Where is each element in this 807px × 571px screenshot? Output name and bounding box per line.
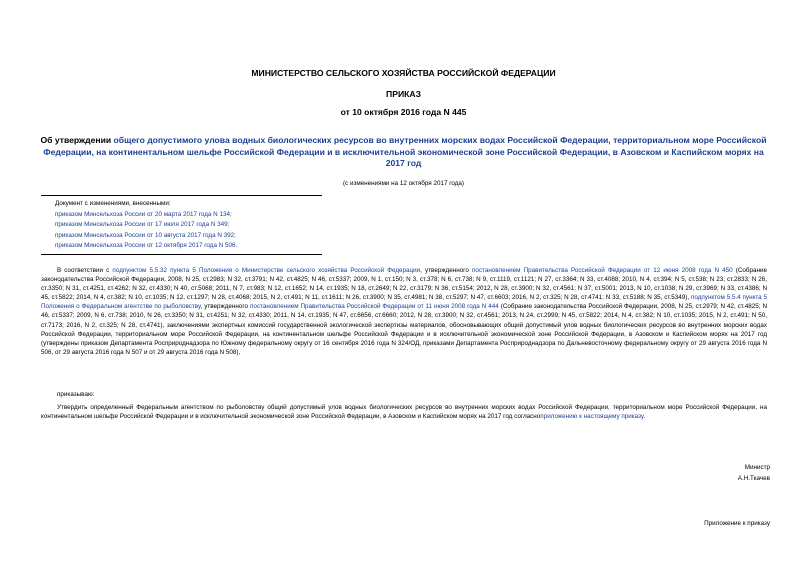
title-prefix: Об утверждении: [40, 135, 114, 145]
changes-block: [55, 199, 385, 252]
operative-part: [41, 403, 767, 421]
document-type: ПРИКАЗ: [386, 89, 421, 99]
preamble: [41, 266, 767, 357]
operative-paragraph: [41, 403, 767, 421]
operative-text: Утвердить определенный Федеральным агентством по рыболовству общий допустимый улов водных биологических ресурсов во внутренних морских водах Российской Федерации, территориальном море Российской Федерации, на континентальном шельфе Российской Федерации и в исключительной экономической зоне Российской Федерации, в Азовском и Каспийском морях на 2017 год согласно: [41, 404, 767, 421]
document-title: [40, 135, 767, 170]
changes-intro: Документ с изменениями, внесенными:: [55, 200, 171, 207]
ministry-heading: МИНИСТЕРСТВО СЕЛЬСКОГО ХОЗЯЙСТВА РОССИЙСКОЙ ФЕДЕРАЦИИ: [251, 68, 556, 78]
appendix-label: Приложение к приказу: [704, 520, 770, 527]
regulation-link-1[interactable]: подпунктом 5.5.32 пункта 5 Положения о Министерстве сельского хозяйства Российской Федерации: [112, 267, 421, 274]
document-date-number: от 10 октября 2016 года N 445: [340, 107, 467, 117]
preamble-paragraph: [41, 266, 767, 357]
divider-bottom: [41, 254, 322, 255]
change-link-2[interactable]: приказом Минсельхоза России от 17 июля 2017 года N 349;: [55, 221, 230, 228]
signer-role: Министр: [744, 464, 770, 471]
signer-name: А.Н.Ткачев: [737, 475, 770, 482]
edits-note: (с изменениями на 12 октября 2017 года): [342, 180, 465, 187]
regulation-link-2[interactable]: подпунктом 5.5.4 пункта 5 Положения о Федеральном агентстве по рыболовству: [41, 294, 767, 311]
change-link-4[interactable]: приказом Минсельхоза России от 12 октября 2017 года N 506.: [55, 242, 238, 249]
divider-top: [41, 195, 322, 196]
change-link-1[interactable]: приказом Минсельхоза России от 20 марта 2017 года N 134;: [55, 210, 232, 218]
preamble-text-3: (Собрание законодательства Российской Федерации, 2008, N 25, ст.2983; N 32, ст.3791; N 42, ст.4825; N 46, ст.5337; 2009, N 1, ст.150; N 3, ст.378; N 6, ст.738; N 9, ст.1119, ст.1121; N 27, ст.3364; N 33, ст.4088; 2010, N 4, ст.394; N 5, ст.538; N 23, ст.2833; N 26, ст.3350; N 31, ст.4251, ст.4262; N 32, ст.4330; N 40, ст.5068; 2011, N 7, ст.983; N 12, ст.1652; N 14, ст.1935; N 18, ст.2649; N 22, ст.3179; N 36, ст.5154; 2012, N 28, ст.3900; N 32, ст.4561; N 37, ст.5001; 2013, N 10, ст.1038; N 29, ст.3969; N 33, ст.4386; N 45, ст.5822; 2014, N 4, ст.382; N 10, ст.1035; N 12, ст.1297; N 28, ст.4068; 2015, N 2, ст.491; N 11, ст.1611; N 26, ст.3900; N 35, ст.4981; N 38, ст.5297; N 47, ст.6603; 2016, N 2, ст.325; N 28, ст.4741; N 33, ст.5188; N 35, ст.5349),: [41, 267, 767, 302]
change-link-3[interactable]: приказом Минсельхоза России от 10 августа 2017 года N 392;: [55, 231, 236, 239]
title-link[interactable]: общего допустимого улова водных биологических ресурсов во внутренних морских водах Российской Федерации, территориальном море Российской Федерации, на континентальном шельфе Российской Федерации и в исключительной экономической зоне Российской Федерации, в Азовском и Каспийском морях на 2017 год: [43, 135, 767, 168]
appendix-link[interactable]: приложению к настоящему приказу: [540, 413, 644, 421]
resolution-link-2[interactable]: постановлением Правительства Российской Федерации от 11 июня 2008 года N 444: [250, 303, 499, 311]
orders-label: приказываю:: [57, 391, 95, 398]
preamble-text-4: , утвержденного: [200, 303, 250, 311]
preamble-text-5: (Собрание законодательства Российской Федерации, 2008, N 25, ст.2979; N 42, ст.4825; N 46, ст.5337; 2009, N 6, ст.738; 2010, N 26, ст.3350; N 31, ст.4251; N 32, ст.4330; 2011, N 14, ст.1935; N 47, ст.6656, ст.6660; 2012, N 28, ст.3900; N 32, ст.4561; 2013, N 24, ст.2999; N 45, ст.5822; 2014, N 4, ст.382; N 10, ст.1035; 2015, N 2, ст.491; N 50, ст.7173; 2016, N 2, ст.325; N 28, ст.4741), заключениями экспертных комиссий государственной экологической экспертизы материалов, обосновывающих общий допустимый улов водных биологических ресурсов во внутренних морских водах Российской Федерации, территориальном море Российской Федерации, на континентальном шельфе Российской Федерации и в исключительной экономической зоне Российской Федерации, в Азовском и Каспийском морях на 2017 год (утверждены приказом Департамента Росприроднадзора по Южному федеральному округу от 16 сентября 2016 года N 324/ОД, приказами Департамента Росприроднадзора по Дальневосточному федеральному округу от 29 августа 2016 года N 506, от 29 августа 2016 года N 507 и от 29 августа 2016 года N 508),: [41, 303, 767, 356]
preamble-text-1: В соответствии с: [57, 267, 113, 274]
resolution-link-1[interactable]: постановлением Правительства Российской Федерации от 12 июня 2008 года N 450: [471, 267, 733, 274]
operative-tail: .: [643, 413, 646, 421]
preamble-text-2: , утвержденного: [420, 267, 472, 274]
